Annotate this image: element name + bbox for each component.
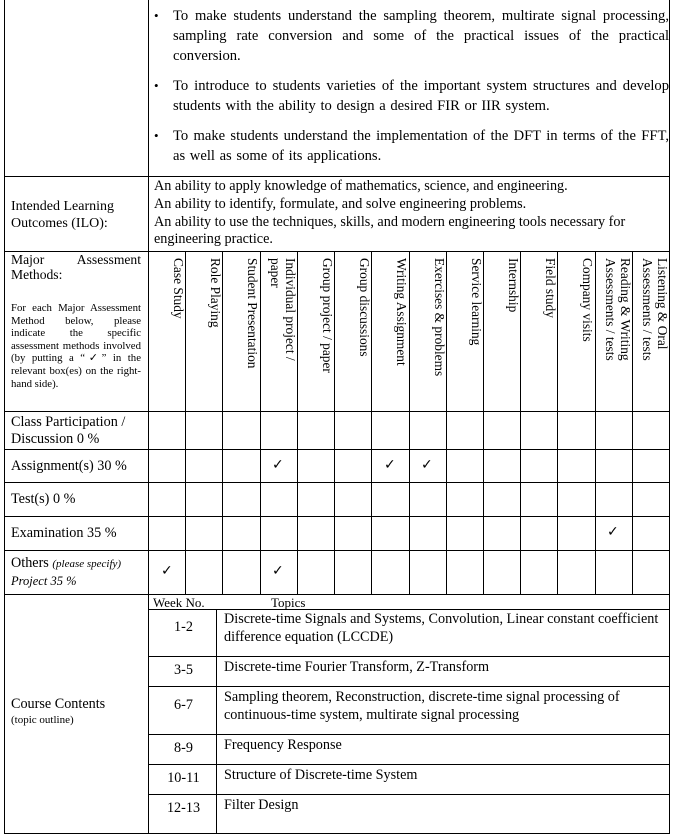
objective-text: To introduce to students varieties of the important system structures and develop students with the ability to design a desired FIR or IIR system. xyxy=(173,78,669,114)
topic-cell: Filter Design xyxy=(224,797,299,813)
bullet-icon: • xyxy=(154,8,159,23)
week-cell: 3-5 xyxy=(174,662,193,678)
column-header-text: Service learning xyxy=(468,258,484,346)
assessment-instruction: For each Major Assessment Method below, please indicate the specific assessment methods involved (by putting a “✓” in the relevant box(es) on the right-hand side). xyxy=(11,302,141,390)
course-contents-sublabel: (topic outline) xyxy=(11,714,74,726)
ilo-label: Intended Learning Outcomes (ILO): xyxy=(11,199,115,231)
checkmark-icon: ✓ xyxy=(384,457,396,473)
objective-item xyxy=(154,76,669,116)
bullet-icon: • xyxy=(154,78,159,93)
week-cell: 12-13 xyxy=(166,800,201,816)
week-cell: 8-9 xyxy=(174,740,193,756)
assessment-column-header xyxy=(632,256,669,380)
topic-cell: Discrete-time Fourier Transform, Z-Transform xyxy=(224,659,490,675)
column-header-text: Exercises & problems xyxy=(431,258,447,377)
assessment-column-header xyxy=(185,256,222,380)
column-header-text: Group discussions xyxy=(356,258,372,357)
column-header-text: Case Study xyxy=(170,258,186,319)
others-main: Others xyxy=(11,555,49,571)
objective-item xyxy=(154,6,669,66)
assessment-column-header xyxy=(557,256,594,380)
assessment-column-header xyxy=(595,256,632,380)
others-note: (please specify) xyxy=(52,558,122,570)
ilo-item: An ability to identify, formulate, and solve engineering problems. xyxy=(154,196,527,212)
topic-cell: Structure of Discrete-time System xyxy=(224,767,418,783)
column-header-text: Student Presentation xyxy=(244,258,260,369)
checkmark-icon: ✓ xyxy=(272,457,284,473)
topic-cell: Sampling theorem, Reconstruction, discrete-time signal processing of continuous-time system, multirate signal processing xyxy=(224,689,620,723)
assessment-column-header xyxy=(483,256,520,380)
row-label-others xyxy=(11,555,149,590)
checkmark-icon: ✓ xyxy=(607,524,619,540)
row-label-examination: Examination 35 % xyxy=(11,525,117,541)
assessment-column-header xyxy=(222,256,259,380)
column-header-text: Field study xyxy=(542,258,558,318)
checkmark-icon: ✓ xyxy=(421,457,433,473)
objective-text: To make students understand the implementation of the DFT in terms of the FFT, as well as some of its applications. xyxy=(173,128,669,164)
row-label-assignments: Assignment(s) 30 % xyxy=(11,458,127,474)
course-contents-label: Course Contents xyxy=(11,696,106,712)
assessment-label: Major Assessment Methods: xyxy=(11,252,141,282)
assessment-column-header xyxy=(446,256,483,380)
checkmark-icon: ✓ xyxy=(272,563,284,579)
column-header-text: Internship xyxy=(505,258,521,313)
column-header-text: Company visits xyxy=(579,258,595,342)
week-cell: 1-2 xyxy=(174,619,193,635)
ilo-item: An ability to use the techniques, skills, and modern engineering tools necessary for engineering practice. xyxy=(154,214,626,247)
column-header-text: Role Playing xyxy=(207,258,223,328)
topic-cell: Frequency Response xyxy=(224,737,342,753)
objective-text: To make students understand the sampling theorem, multirate signal processing, sampling rate conversion and some of the practical issues of the practical conversion. xyxy=(173,8,669,64)
assessment-column-header xyxy=(520,256,557,380)
topics-header: Topics xyxy=(271,595,306,610)
row-label-class-participation: Class Participation / Discussion 0 % xyxy=(11,414,126,447)
others-sub: Project 35 % xyxy=(11,574,77,588)
assessment-column-header xyxy=(260,256,297,380)
column-header-text: Group project / paper xyxy=(319,258,335,373)
bullet-icon: • xyxy=(154,128,159,143)
week-header: Week No. xyxy=(153,595,205,610)
objective-item xyxy=(154,126,669,166)
column-header-text: Listening & Oral Assessments / tests xyxy=(640,258,670,361)
column-header-text: Individual project / paper xyxy=(268,258,298,361)
checkmark-icon: ✓ xyxy=(161,563,173,579)
row-label-tests: Test(s) 0 % xyxy=(11,491,76,507)
assessment-column-header xyxy=(297,256,334,380)
week-cell: 6-7 xyxy=(174,697,193,713)
assessment-column-header xyxy=(334,256,371,380)
assessment-column-header xyxy=(409,256,446,380)
column-header-text: Reading & Writing Assessments / tests xyxy=(603,258,633,361)
assessment-column-header xyxy=(148,256,185,380)
ilo-item: An ability to apply knowledge of mathematics, science, and engineering. xyxy=(154,178,568,194)
assessment-column-header xyxy=(371,256,408,380)
column-header-text: Writing Assignment xyxy=(393,258,409,366)
week-cell: 10-11 xyxy=(167,770,200,786)
topic-cell: Discrete-time Signals and Systems, Convolution, Linear constant coefficient difference equation (LCCDE) xyxy=(224,611,659,645)
